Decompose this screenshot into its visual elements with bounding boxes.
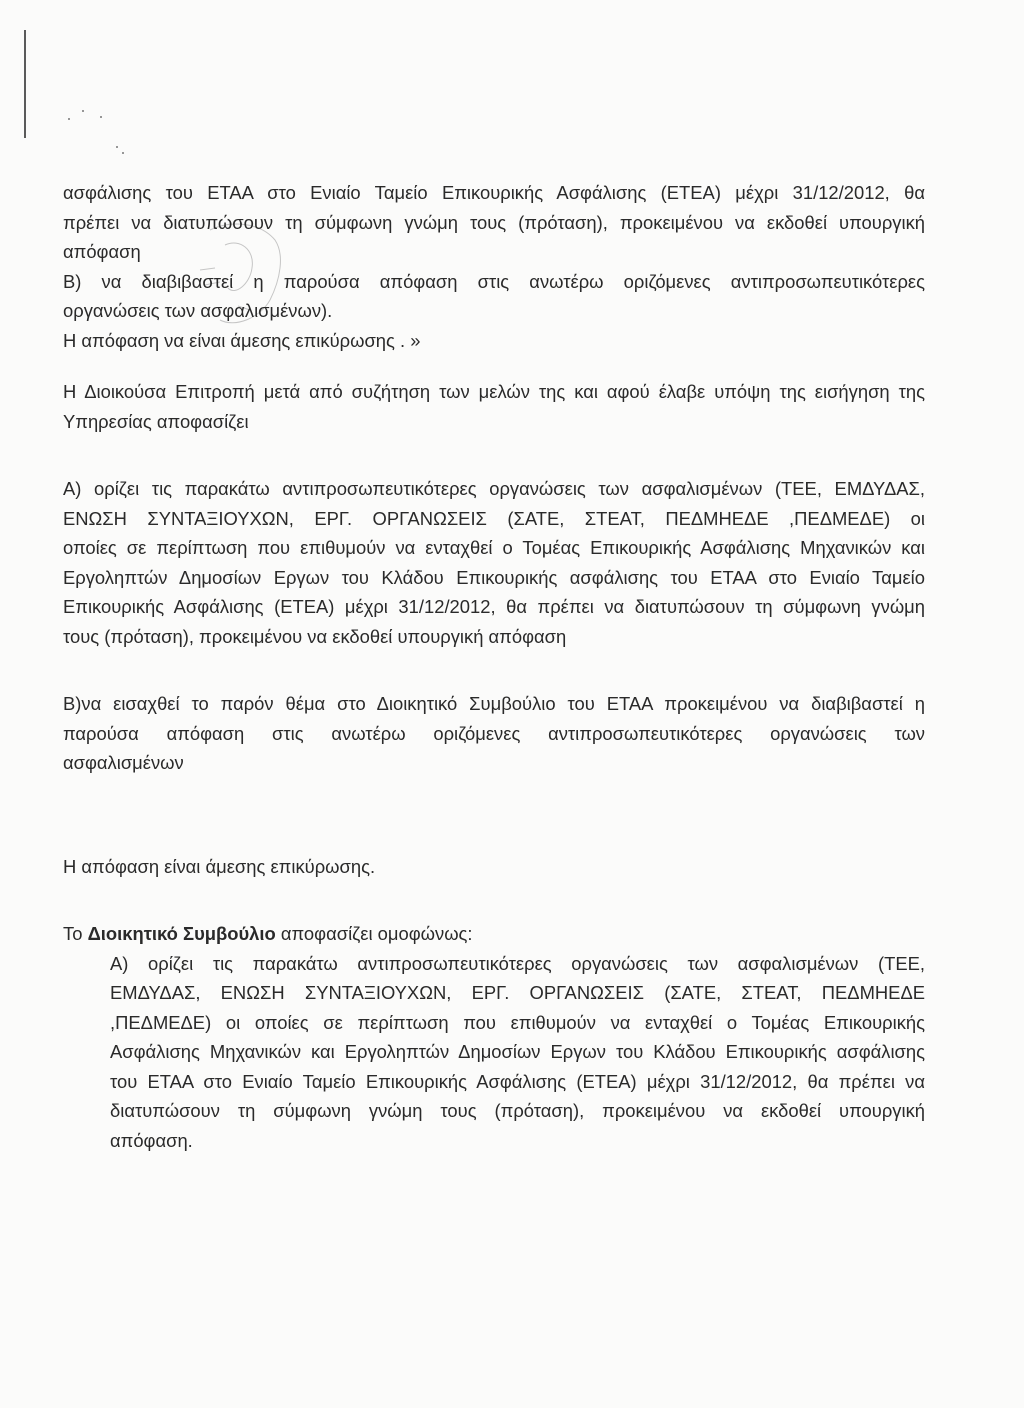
text-line: οργανώσεις των ασφαλισμένων).	[63, 300, 333, 321]
decision-a-paragraph	[63, 474, 925, 651]
text-line: Επικουρικής Ασφάλισης (ΕΤΕΑ) μέχρι 31/12/2012, θα πρέπει να διατυπώσουν τη σύμφωνη γνώμη	[63, 596, 925, 617]
text-line: ,ΠΕΔΜΕΔΕ) οι οποίες σε περίπτωση που επιθυμούν να ενταχθεί ο Τομέας Επικουρικής	[110, 1011, 925, 1033]
decision-b-paragraph	[63, 689, 925, 778]
text-line: Υπηρεσίας αποφασίζει	[63, 410, 249, 432]
text-line: Η απόφαση είναι άμεσης επικύρωσης.	[63, 855, 376, 877]
scan-specks	[60, 106, 140, 166]
previous-decision-tail	[63, 178, 925, 355]
board-decision-paragraph	[63, 949, 925, 1156]
text-line	[63, 919, 925, 949]
text-line: Η απόφαση να είναι άμεσης επικύρωσης . »	[63, 329, 421, 351]
text-line: διατυπώσουν τη σύμφωνη γνώμη τους (πρόταση), προκειμένου να εκδοθεί υπουργική	[110, 1100, 925, 1121]
text-line: Β)να εισαχθεί το παρόν θέμα στο Διοικητικό Συμβούλιο του ΕΤΑΑ προκειμένου να διαβιβαστεί η	[63, 693, 925, 714]
document-body	[63, 178, 925, 1155]
text-line: ΕΜΔΥΔΑΣ, ΕΝΩΣΗ ΣΥΝΤΑΞΙΟΥΧΩΝ, ΕΡΓ. ΟΡΓΑΝΩΣΕΙΣ (ΣΑΤΕ, ΣΤΕΑΤ, ΠΕΔΜΗΕΔΕ	[110, 982, 925, 1003]
scan-speck	[122, 152, 124, 154]
text-line: Α) ορίζει τις παρακάτω αντιπροσωπευτικότερες οργανώσεις των ασφαλισμένων (ΤΕΕ, ΕΜΔΥΔΑΣ,	[63, 478, 925, 499]
scan-speck	[116, 146, 118, 148]
scan-speck	[68, 118, 70, 120]
text-line: ΕΝΩΣΗ ΣΥΝΤΑΞΙΟΥΧΩΝ, ΕΡΓ. ΟΡΓΑΝΩΣΕΙΣ (ΣΑΤΕ, ΣΤΕΑΤ, ΠΕΔΜΗΕΔΕ ,ΠΕΔΜΕΔΕ) οι	[63, 507, 925, 529]
committee-paragraph	[63, 377, 925, 436]
text-line: απόφαση	[63, 241, 141, 262]
text-line: παρούσα απόφαση στις ανωτέρω οριζόμενες αντιπροσωπευτικότερες οργανώσεις των	[63, 722, 925, 744]
text-line: πρέπει να διατυπώσουν τη σύμφωνη γνώμη τους (πρόταση), προκειμένου να εκδοθεί υπουργική	[63, 211, 925, 233]
text-line: Α) ορίζει τις παρακάτω αντιπροσωπευτικότερες οργανώσεις των ασφαλισμένων (ΤΕΕ,	[110, 952, 925, 974]
margin-binding-line	[24, 30, 26, 138]
text-line: ασφάλισης του ΕΤΑΑ στο Ενιαίο Ταμείο Επικουρικής Ασφάλισης (ΕΤΕΑ) μέχρι 31/12/2012, θα	[63, 182, 925, 203]
text-line: Εργοληπτών Δημοσίων Εργων του Κλάδου Επικουρικής ασφάλισης του ΕΤΑΑ στο Ενιαίο Ταμείο	[63, 566, 925, 588]
ratification-paragraph	[63, 852, 925, 882]
board-intro	[63, 919, 925, 949]
text-line: του ΕΤΑΑ στο Ενιαίο Ταμείο Επικουρικής Ασφάλισης (ΕΤΕΑ) μέχρι 31/12/2012, θα πρέπει να	[110, 1070, 925, 1092]
text-line: Β) να διαβιβαστεί η παρούσα απόφαση στις ανωτέρω οριζόμενες αντιπροσωπευτικότερες	[63, 270, 925, 292]
text-line: Η Διοικούσα Επιτροπή μετά από συζήτηση των μελών της και αφού έλαβε υπόψη της εισήγηση της	[63, 381, 925, 402]
board-intro-suffix: αποφασίζει ομοφώνως:	[275, 923, 473, 944]
scan-speck	[100, 116, 102, 118]
text-line: Ασφάλισης Μηχανικών και Εργοληπτών Δημοσίων Εργων του Κλάδου Επικουρικής ασφάλισης	[110, 1041, 925, 1062]
text-line: τους (πρόταση), προκειμένου να εκδοθεί υπουργική απόφαση	[63, 625, 567, 647]
board-intro-prefix: Το	[63, 923, 88, 944]
text-line: απόφαση.	[110, 1129, 193, 1151]
board-name: Διοικητικό Συμβούλιο	[87, 923, 276, 944]
scan-speck	[82, 110, 84, 112]
text-line: ασφαλισμένων	[63, 752, 184, 773]
text-line: οποίες σε περίπτωση που επιθυμούν να ενταχθεί ο Τομέας Επικουρικής Ασφάλισης Μηχανικών και	[63, 537, 925, 558]
